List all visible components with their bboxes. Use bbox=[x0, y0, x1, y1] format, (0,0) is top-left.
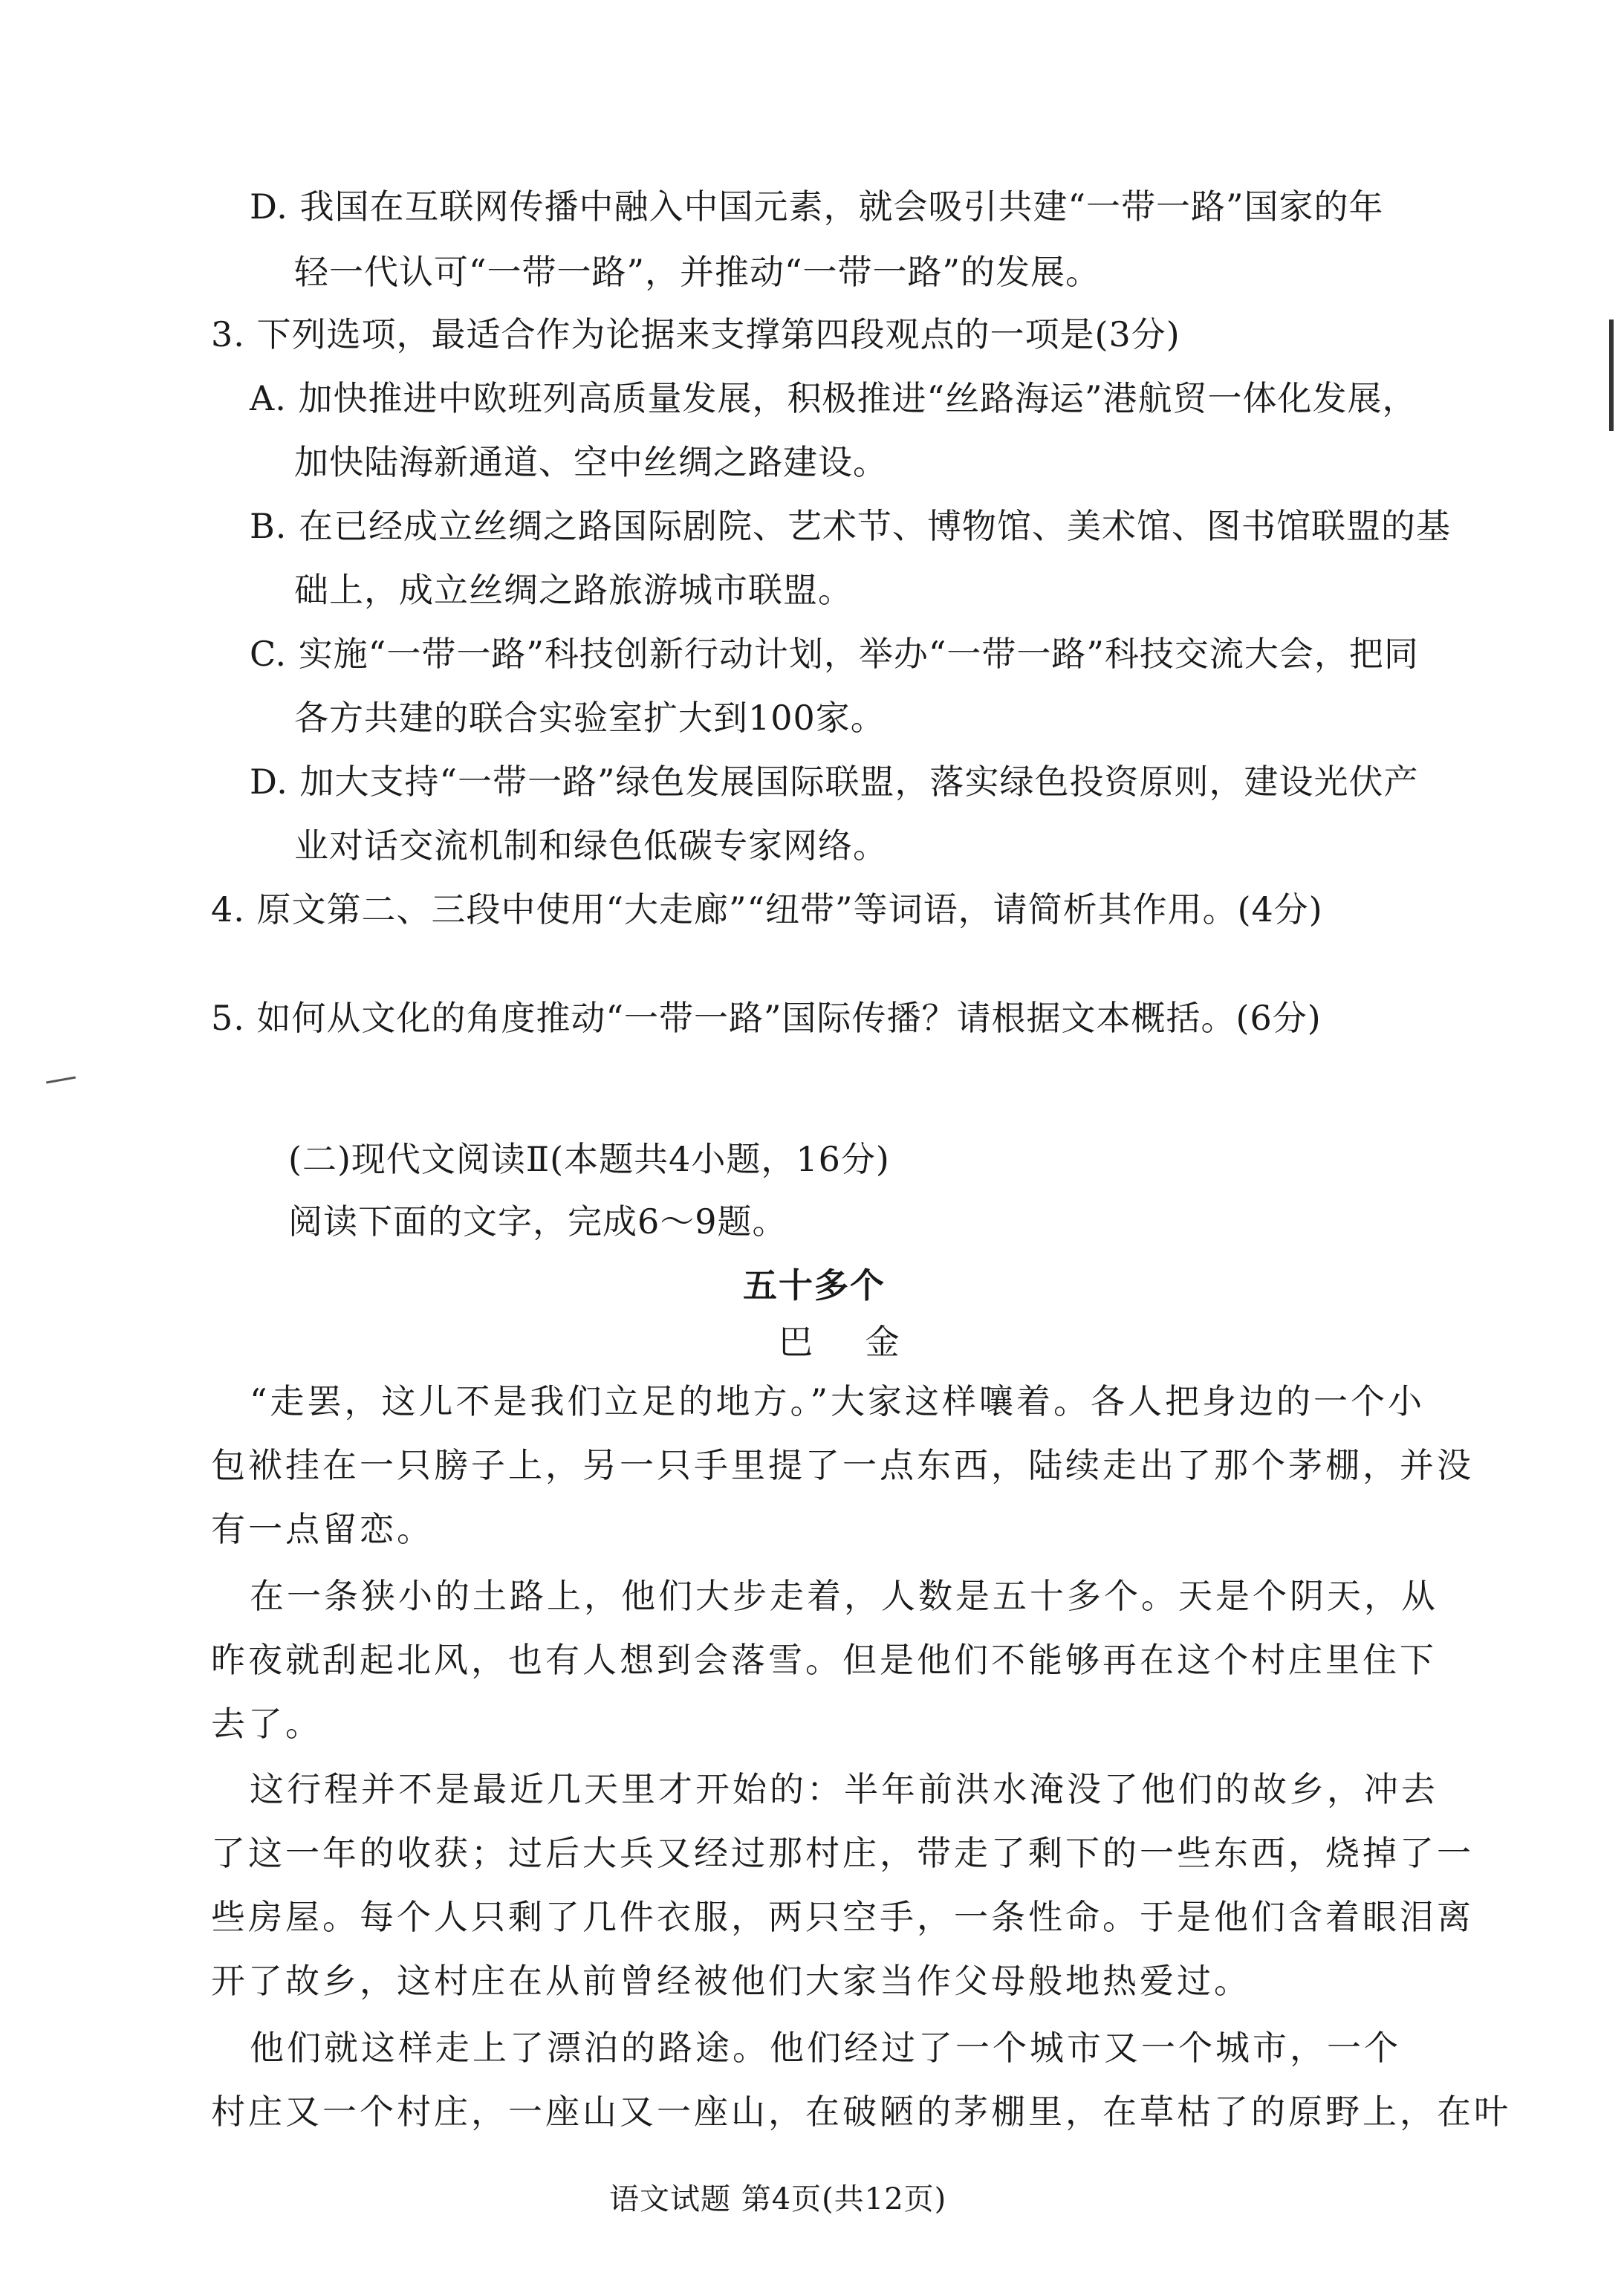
scan-edge-mark bbox=[1609, 319, 1614, 431]
q4-stem: 4. 原文第二、三段中使用“大走廊”“纽带”等词语，请简析其作用。(4分) bbox=[211, 889, 1323, 930]
q3-option-d-line1: D. 加大支持“一带一路”绿色发展国际联盟，落实绿色投资原则，建设光伏产 bbox=[250, 762, 1419, 802]
q3-option-a-line1: A. 加快推进中欧班列高质量发展，积极推进“丝路海运”港航贸一体化发展， bbox=[250, 378, 1417, 418]
q3-option-b-line2: 础上，成立丝绸之路旅游城市联盟。 bbox=[294, 570, 853, 610]
section-instruction: 阅读下面的文字，完成6～9题。 bbox=[288, 1201, 787, 1242]
story-p2-line1: 在一条狭小的土路上，他们大步走着，人数是五十多个。天是个阴天，从 bbox=[250, 1576, 1438, 1616]
q5-stem: 5. 如何从文化的角度推动“一带一路”国际传播？请根据文本概括。(6分) bbox=[211, 998, 1322, 1038]
story-p2-line3: 去了。 bbox=[211, 1704, 322, 1744]
story-p4-line1: 他们就这样走上了漂泊的路途。他们经过了一个城市又一个城市，一个 bbox=[250, 2028, 1401, 2068]
story-title: 五十多个 bbox=[743, 1265, 886, 1305]
story-p3-line3: 些房屋。每个人只剩了几件衣服，两只空手，一条性命。于是他们含着眼泪离 bbox=[211, 1897, 1474, 1937]
section-heading: (二)现代文阅读Ⅱ(本题共4小题，16分) bbox=[288, 1139, 890, 1179]
story-p3-line4: 开了故乡，这村庄在从前曾经被他们大家当作父母般地热爱过。 bbox=[211, 1961, 1251, 2001]
story-p3-line2: 了这一年的收获；过后大兵又经过那村庄，带走了剩下的一些东西，烧掉了一 bbox=[211, 1833, 1474, 1873]
story-p1-line3: 有一点留恋。 bbox=[211, 1509, 434, 1549]
story-p2-line2: 昨夜就刮起北风，也有人想到会落雪。但是他们不能够再在这个村庄里住下 bbox=[211, 1640, 1437, 1680]
q2-option-d-line1: D. 我国在互联网传播中融入中国元素，就会吸引共建“一带一路”国家的年 bbox=[250, 186, 1384, 227]
q3-option-a-line2: 加快陆海新通道、空中丝绸之路建设。 bbox=[294, 442, 888, 482]
q3-option-c-line1: C. 实施“一带一路”科技创新行动计划，举办“一带一路”科技交流大会，把同 bbox=[250, 634, 1419, 674]
story-author: 巴 金 bbox=[779, 1322, 920, 1362]
q3-option-b-line1: B. 在已经成立丝绸之路国际剧院、艺术节、博物馆、美术馆、图书馆联盟的基 bbox=[250, 506, 1452, 546]
q2-option-d-line2: 轻一代认可“一带一路”，并推动“一带一路”的发展。 bbox=[294, 252, 1101, 292]
q3-option-c-line2: 各方共建的联合实验室扩大到100家。 bbox=[294, 698, 886, 738]
story-p3-line1: 这行程并不是最近几天里才开始的：半年前洪水淹没了他们的故乡，冲去 bbox=[250, 1769, 1438, 1809]
page-footer: 语文试题 第4页(共12页) bbox=[609, 2182, 947, 2216]
q3-stem: 3. 下列选项，最适合作为论据来支撑第四段观点的一项是(3分) bbox=[211, 314, 1180, 354]
story-p1-line2: 包袱挂在一只膀子上，另一只手里提了一点东西，陆续走出了那个茅棚，并没 bbox=[211, 1445, 1474, 1485]
q3-option-d-line2: 业对话交流机制和绿色低碳专家网络。 bbox=[294, 825, 888, 866]
scan-mark bbox=[46, 1077, 76, 1084]
story-p4-line2: 村庄又一个村庄，一座山又一座山，在破陋的茅棚里，在草枯了的原野上，在叶 bbox=[211, 2092, 1511, 2132]
story-p1-line1: “走罢，这儿不是我们立足的地方。”大家这样嚷着。各人把身边的一个小 bbox=[250, 1381, 1426, 1421]
